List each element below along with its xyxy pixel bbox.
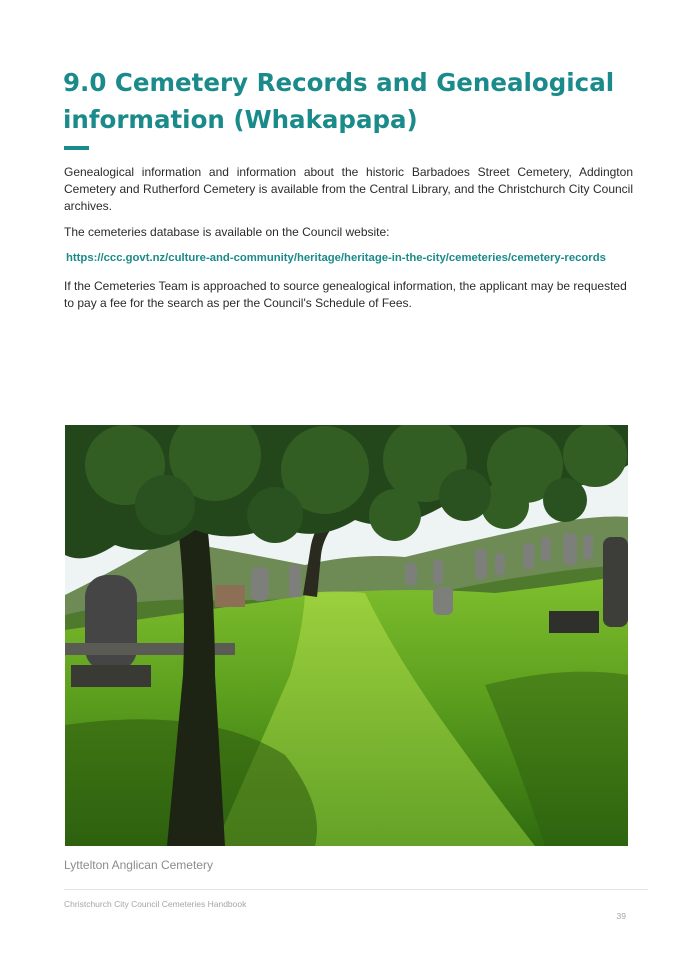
- cemetery-illustration: [65, 425, 628, 846]
- photo-caption: Lyttelton Anglican Cemetery: [64, 858, 213, 872]
- cemetery-photo: [65, 425, 628, 846]
- section-title: 9.0 Cemetery Records and Genealogical information (Whakapapa): [63, 68, 615, 134]
- page-number: 39: [616, 911, 626, 921]
- headstone-base-left: [71, 665, 151, 687]
- title-accent-bar: [64, 146, 89, 150]
- database-paragraph: The cemeteries database is available on the Council website:: [64, 225, 390, 239]
- grave-slab-right: [549, 611, 599, 633]
- footer-document-title: Christchurch City Council Cemeteries Handbook: [64, 899, 247, 909]
- footer-divider: [64, 889, 648, 890]
- genealogy-paragraph: Genealogical information and information about the historic Barbadoes Street Cemetery, Addington Cemetery and Rutherford Cemetery is available from the Central Library, and the Christchurch City Council archives.: [64, 165, 633, 213]
- headstone-right: [603, 537, 628, 627]
- cemetery-records-link[interactable]: https://ccc.govt.nz/culture-and-community/heritage/heritage-in-the-city/cemeteries/cemetery-records: [66, 252, 606, 264]
- fee-paragraph: If the Cemeteries Team is approached to source genealogical information, the applicant may be requested to pay a fee for the search as per the Council's Schedule of Fees.: [64, 279, 627, 310]
- headstone-left: [85, 575, 137, 671]
